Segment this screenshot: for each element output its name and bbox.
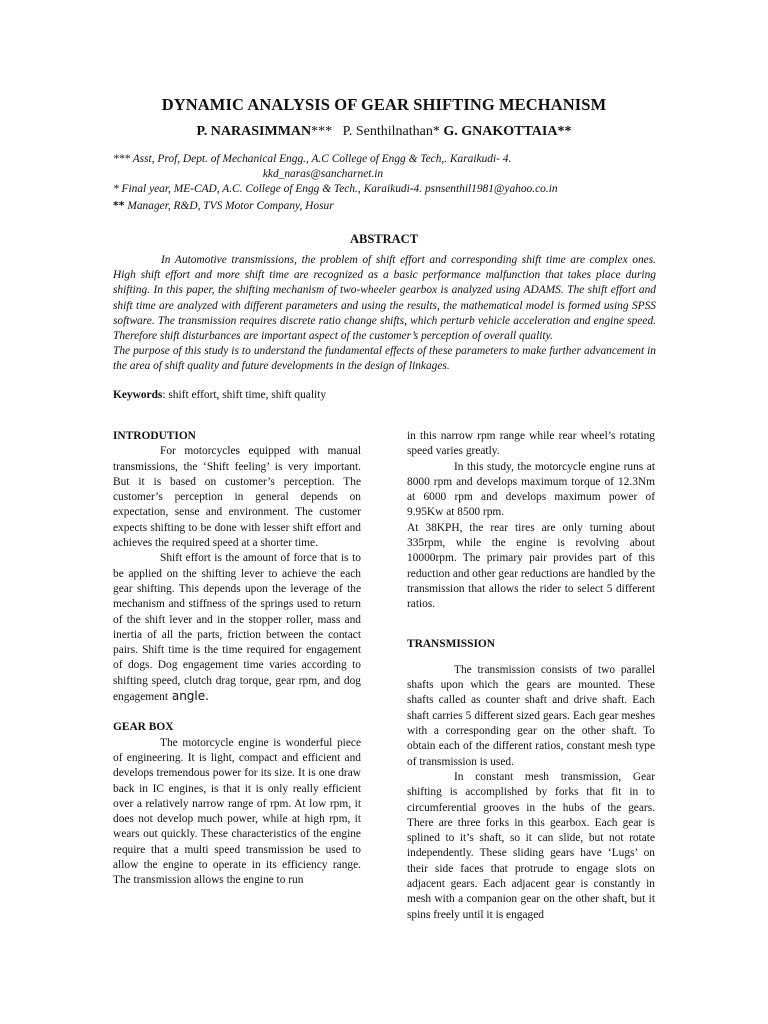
introduction-paragraph-2	[113, 551, 361, 705]
introduction-heading: INTRODUTION	[113, 430, 196, 442]
abstract-paragraph-2: The purpose of this study is to understand the fundamental effects of these parameters to make further advancement in the area of shift quality and future developments in the design of linkages.	[113, 345, 656, 373]
author-3: G. GNAKOTTAIA**	[443, 124, 572, 139]
spacer	[407, 613, 655, 637]
affiliation-3-mark: **	[113, 199, 125, 212]
affiliation-3	[113, 198, 673, 214]
introduction-paragraph-2-end: angle.	[168, 689, 209, 704]
transmission-heading: TRANSMISSION	[407, 637, 495, 650]
keywords	[113, 388, 656, 403]
affiliation-1-line-1: *** Asst, Prof, Dept. of Mechanical Engg., A.C College of Engg & Tech,. Karaikudi- 4.	[113, 153, 512, 165]
gearbox-paragraph-1: The motorcycle engine is wonderful piece of engineering. It is light, compact and efficient and develops tremendous power for its size. It is one draw back in IC engines, is that it is only really efficient over a relatively narrow range of rpm. At low rpm, it does not develop much power, while at high rpm, it wears out quickly. These characteristics of the engine require that a multi speed transmission be used to allow the engine to operate in its efficiency range. The transmission allows the engine to run	[113, 736, 361, 887]
abstract-paragraph-1: In Automotive transmissions, the problem of shift effort and corresponding shift time are complex ones. High shift effort and more shift time are recognized as a basic performance malfunction that takes place during shifting. In this paper, the shifting mechanism of two-wheeler gearbox is analyzed using ADAMS. The shift effort and shift time are analyzed with different parameters and using the results, the mathematical model is formed using SPSS software. The transmission requires discrete ratio change shifts, which perturb vehicle acceleration and engine speed. Therefore shift disturbances are important aspect of the customer’s perception of overall quality.	[113, 254, 656, 343]
transmission-paragraph-2: In constant mesh transmission, Gear shifting is accomplished by forks that fit in to circumferential grooves in the hubs of the gears. There are three forks in this gearbox. Each gear is splined to it’s shaft, so it can slide, but not rotate independently. These sliding gears have ‘Lugs’ on their side faces that protrude to engage slots on adjacent gears. Each adjacent gear is constantly in mesh with a companion gear on the other shaft, but it spins freely until it is engaged	[407, 770, 655, 921]
spacer	[113, 705, 361, 720]
gearbox-paragraph-3: At 38KPH, the rear tires are only turning about 335rpm, while the engine is revolving about 10000rpm. The primary pair provides part of this reduction and other gear reductions are handled by the transmission that allows the rider to select 5 different ratios.	[407, 521, 655, 611]
author-1-mark: ***	[311, 124, 333, 139]
abstract-body	[113, 253, 656, 375]
affiliation-1	[113, 152, 673, 182]
introduction-paragraph-2-text: Shift effort is the amount of force that is to be applied on the shifting lever to achieve the each gear shifting. This depends upon the leverage of the mechanism and stiffness of the springs used to return of the shift lever and in the stopper roller, mass and inertia of all the parts, friction between the contact pairs. Shift time is the time required for engagement of dogs. Dog engagement time varies according to shifting speed, clutch drag torque, gear rpm, and dog engagement	[113, 552, 361, 704]
gearbox-heading: GEAR BOX	[113, 721, 174, 734]
paper-title: DYNAMIC ANALYSIS OF GEAR SHIFTING MECHANISM	[161, 95, 607, 114]
spacer	[407, 652, 655, 663]
author-2: P. Senthilnathan*	[342, 124, 440, 139]
gearbox-continued: in this narrow rpm range while rear wheel’s rotating speed varies greatly.	[407, 430, 655, 458]
affiliation-2: * Final year, ME-CAD, A.C. College of Engg & Tech., Karaikudi-4. psnsenthil1981@yahoo.co.in	[113, 183, 558, 195]
keywords-label: Keywords	[113, 389, 163, 401]
introduction-paragraph-1: For motorcycles equipped with manual transmissions, the ‘Shift feeling’ is very important. But it is based on customer’s perception. The customer’s perception in general depends on expectation, sense and environment. The customer expects shifting to be done with lesser shift effort and achieves the required speed at a shorter time.	[113, 445, 361, 550]
abstract-heading: ABSTRACT	[349, 232, 419, 246]
transmission-paragraph-1: The transmission consists of two parallel shafts upon which the gears are mounted. These shafts called as counter shaft and drive shaft. Each shaft carries 5 different sized gears. Each gear meshes with a corresponding gear on the other shaft. To obtain each of the different ratios, constant mesh type of transmission is used.	[407, 663, 655, 768]
gearbox-paragraph-2: In this study, the motorcycle engine runs at 8000 rpm and develops maximum torque of 12.3Nm at 6000 rpm and develops maximum power of 9.95Kw at 8500 rpm.	[407, 460, 655, 519]
affiliation-1-email: kkd_naras@sancharnet.in	[262, 168, 384, 180]
affiliation-3-text: Manager, R&D, TVS Motor Company, Hosur	[124, 200, 334, 212]
right-column	[407, 429, 655, 923]
author-1: P. NARASIMMAN	[196, 124, 312, 139]
left-column	[113, 429, 361, 889]
author-line	[0, 124, 768, 140]
keywords-text: : shift effort, shift time, shift quality	[162, 389, 327, 401]
